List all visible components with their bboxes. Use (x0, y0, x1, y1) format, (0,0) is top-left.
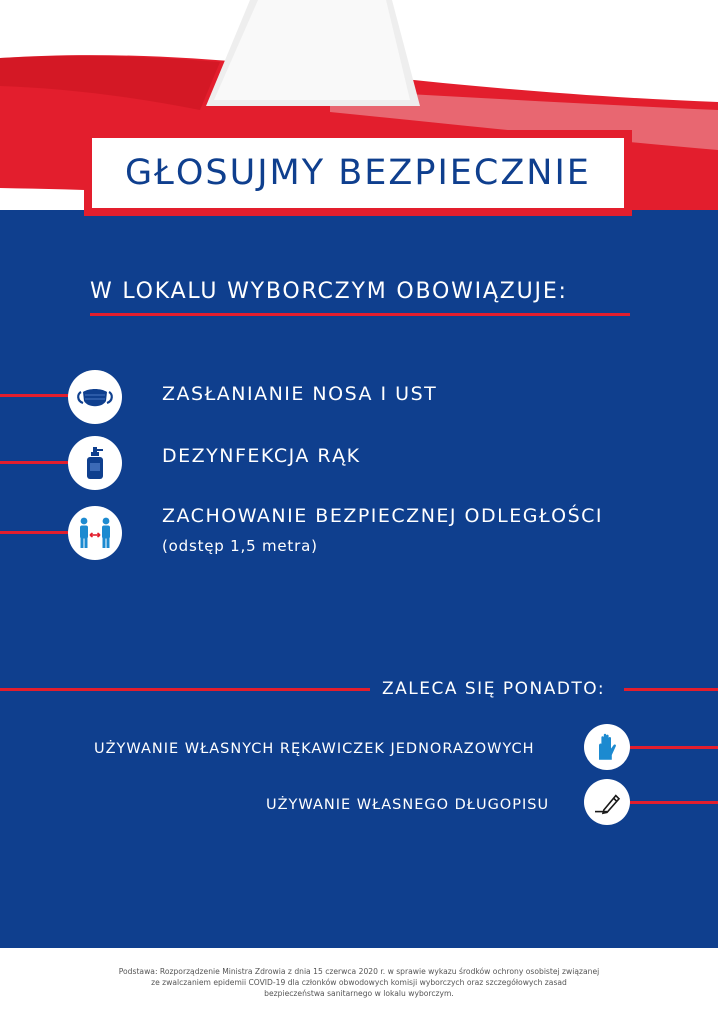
rec-icon-circle-pen (584, 779, 630, 825)
req-line-mask (0, 394, 68, 397)
page-title: GŁOSUJMY BEZPIECZNIE (125, 153, 591, 193)
blue-panel (0, 210, 718, 948)
hand-sanitizer-icon (75, 443, 115, 483)
face-mask-icon (75, 377, 115, 417)
req-label-mask: ZASŁANIANIE NOSA I UST (162, 383, 438, 405)
req-note-distance: (odstęp 1,5 metra) (162, 537, 318, 555)
rec-icon-circle-gloves (584, 724, 630, 770)
rec-line-pen (630, 801, 718, 804)
subtitle-underline (90, 313, 630, 316)
footer-legal-basis (60, 966, 658, 999)
req-icon-circle-mask (68, 370, 122, 424)
title-box (84, 130, 632, 216)
glove-icon (591, 731, 623, 763)
pen-icon (591, 786, 623, 818)
req-icon-circle-distance (68, 506, 122, 560)
social-distance-icon (75, 513, 115, 553)
req-label-distance: ZACHOWANIE BEZPIECZNEJ ODLEGŁOŚCI (162, 505, 604, 527)
title-frame (90, 136, 626, 210)
subtitle: W LOKALU WYBORCZYM OBOWIĄZUJE: (90, 279, 568, 304)
rec-line-left (0, 688, 370, 691)
recommendations-heading: ZALECA SIĘ PONADTO: (382, 679, 606, 699)
rec-line-gloves (630, 746, 718, 749)
req-line-distance (0, 531, 68, 534)
req-icon-circle-sanitizer (68, 436, 122, 490)
rec-label-pen: UŻYWANIE WŁASNEGO DŁUGOPISU (266, 797, 550, 813)
req-label-sanitizer: DEZYNFEKCJA RĄK (162, 445, 361, 467)
rec-label-gloves: UŻYWANIE WŁASNYCH RĘKAWICZEK JEDNORAZOWYCH (94, 741, 535, 757)
footer-line-2: ze zwalczaniem epidemii COVID-19 dla członków obwodowych komisji wyborczych oraz szczegółowych zasad (151, 978, 567, 987)
req-line-sanitizer (0, 461, 68, 464)
rec-line-right (624, 688, 718, 691)
footer-line-1: Podstawa: Rozporządzenie Ministra Zdrowia z dnia 15 czerwca 2020 r. w sprawie wykazu środków ochrony osobistej związanej (118, 967, 600, 976)
footer-line-3: bezpieczeństwa sanitarnego w lokalu wyborczym. (264, 989, 454, 998)
